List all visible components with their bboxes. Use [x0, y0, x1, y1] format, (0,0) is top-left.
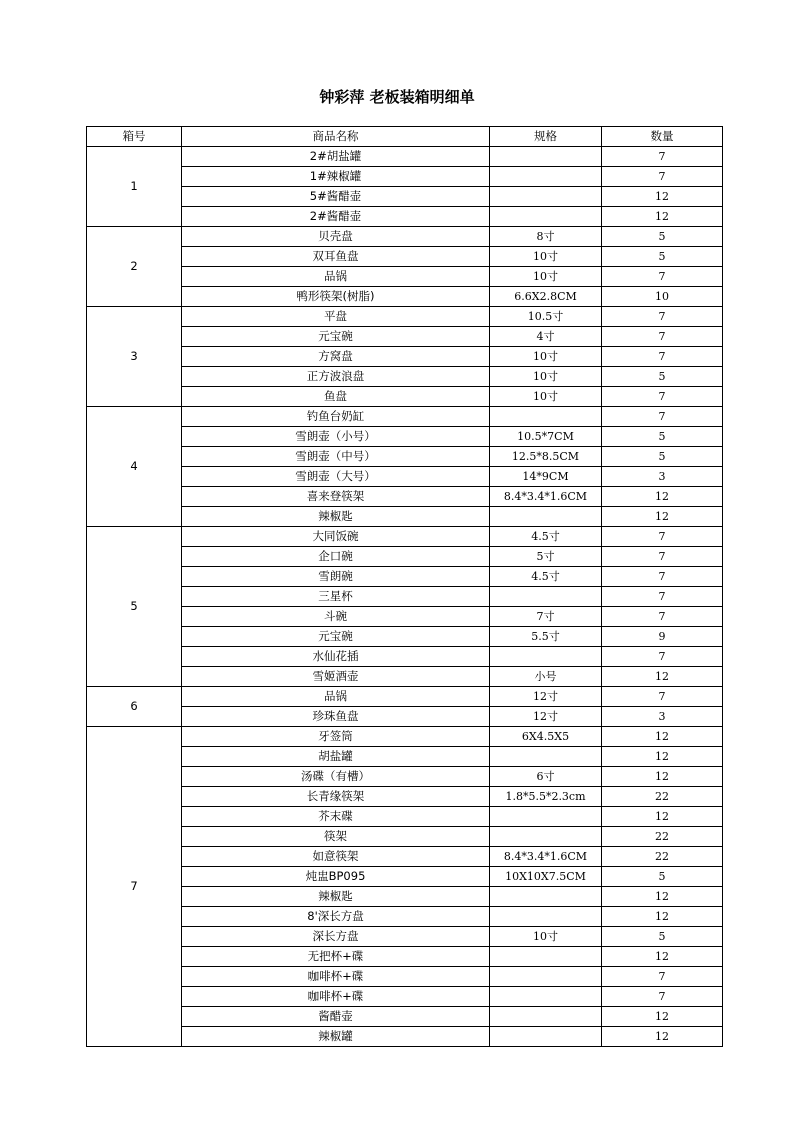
table-row	[87, 427, 723, 447]
table-row	[87, 787, 723, 807]
table-row	[87, 887, 723, 907]
quantity-cell: 22	[602, 787, 723, 807]
product-name-cell: 珍珠鱼盘	[182, 707, 490, 727]
spec-cell	[490, 587, 602, 607]
quantity-cell: 12	[602, 207, 723, 227]
spec-cell	[490, 887, 602, 907]
quantity-cell: 7	[602, 527, 723, 547]
table-row	[87, 847, 723, 867]
table-row	[87, 487, 723, 507]
product-name-cell: 牙签筒	[182, 727, 490, 747]
header-row	[87, 127, 723, 147]
box-number-cell: 2	[87, 227, 182, 307]
product-name-cell: 汤碟（有槽）	[182, 767, 490, 787]
spec-cell: 10.5寸	[490, 307, 602, 327]
product-name-cell: 筷架	[182, 827, 490, 847]
table-row	[87, 167, 723, 187]
quantity-cell: 3	[602, 467, 723, 487]
header-product-name: 商品名称	[182, 127, 490, 147]
product-name-cell: 深长方盘	[182, 927, 490, 947]
table-row	[87, 827, 723, 847]
spec-cell	[490, 747, 602, 767]
table-body	[87, 147, 723, 1047]
spec-cell: 10寸	[490, 347, 602, 367]
quantity-cell: 12	[602, 887, 723, 907]
product-name-cell: 胡盐罐	[182, 747, 490, 767]
quantity-cell: 12	[602, 187, 723, 207]
table-row	[87, 367, 723, 387]
table-row	[87, 387, 723, 407]
spec-cell	[490, 987, 602, 1007]
quantity-cell: 7	[602, 567, 723, 587]
table-row	[87, 947, 723, 967]
quantity-cell: 7	[602, 607, 723, 627]
product-name-cell: 方窝盘	[182, 347, 490, 367]
table-row	[87, 187, 723, 207]
table-row	[87, 687, 723, 707]
product-name-cell: 雪朗碗	[182, 567, 490, 587]
product-name-cell: 辣椒罐	[182, 1027, 490, 1047]
header-spec: 规格	[490, 127, 602, 147]
spec-cell: 10寸	[490, 267, 602, 287]
product-name-cell: 雪朗壶（小号）	[182, 427, 490, 447]
table-row	[87, 987, 723, 1007]
spec-cell: 12.5*8.5CM	[490, 447, 602, 467]
quantity-cell: 12	[602, 807, 723, 827]
quantity-cell: 7	[602, 967, 723, 987]
product-name-cell: 雪朗壶（中号）	[182, 447, 490, 467]
table-row	[87, 347, 723, 367]
spec-cell	[490, 827, 602, 847]
box-number-cell: 4	[87, 407, 182, 527]
quantity-cell: 7	[602, 387, 723, 407]
quantity-cell: 22	[602, 827, 723, 847]
table-row	[87, 527, 723, 547]
product-name-cell: 正方波浪盘	[182, 367, 490, 387]
spec-cell	[490, 207, 602, 227]
product-name-cell: 炖盅BP095	[182, 867, 490, 887]
spec-cell: 14*9CM	[490, 467, 602, 487]
quantity-cell: 12	[602, 507, 723, 527]
product-name-cell: 5#酱醋壶	[182, 187, 490, 207]
product-name-cell: 长青缘筷架	[182, 787, 490, 807]
spec-cell: 4寸	[490, 327, 602, 347]
table-row	[87, 647, 723, 667]
quantity-cell: 12	[602, 727, 723, 747]
quantity-cell: 10	[602, 287, 723, 307]
spec-cell: 8寸	[490, 227, 602, 247]
quantity-cell: 12	[602, 1027, 723, 1047]
table-row	[87, 1007, 723, 1027]
spec-cell: 10寸	[490, 387, 602, 407]
box-number-cell: 7	[87, 727, 182, 1047]
table-row	[87, 547, 723, 567]
table-row	[87, 707, 723, 727]
product-name-cell: 鸭形筷架(树脂)	[182, 287, 490, 307]
table-row	[87, 727, 723, 747]
table-row	[87, 447, 723, 467]
product-name-cell: 喜来登筷架	[182, 487, 490, 507]
product-name-cell: 芥末碟	[182, 807, 490, 827]
quantity-cell: 7	[602, 167, 723, 187]
quantity-cell: 12	[602, 907, 723, 927]
table-row	[87, 207, 723, 227]
spec-cell	[490, 907, 602, 927]
quantity-cell: 12	[602, 947, 723, 967]
product-name-cell: 2#酱醋壶	[182, 207, 490, 227]
quantity-cell: 7	[602, 307, 723, 327]
spec-cell: 12寸	[490, 707, 602, 727]
spec-cell: 10寸	[490, 927, 602, 947]
table-row	[87, 587, 723, 607]
quantity-cell: 7	[602, 327, 723, 347]
table-row	[87, 247, 723, 267]
box-number-cell: 5	[87, 527, 182, 687]
table-row	[87, 867, 723, 887]
product-name-cell: 斗碗	[182, 607, 490, 627]
spec-cell	[490, 967, 602, 987]
table-row	[87, 287, 723, 307]
table-row	[87, 507, 723, 527]
product-name-cell: 双耳鱼盘	[182, 247, 490, 267]
table-row	[87, 407, 723, 427]
spec-cell: 10.5*7CM	[490, 427, 602, 447]
quantity-cell: 7	[602, 547, 723, 567]
product-name-cell: 平盘	[182, 307, 490, 327]
product-name-cell: 1#辣椒罐	[182, 167, 490, 187]
product-name-cell: 品锅	[182, 687, 490, 707]
quantity-cell: 9	[602, 627, 723, 647]
product-name-cell: 辣椒匙	[182, 507, 490, 527]
product-name-cell: 雪姬酒壶	[182, 667, 490, 687]
spec-cell: 4.5寸	[490, 567, 602, 587]
quantity-cell: 5	[602, 247, 723, 267]
table-row	[87, 147, 723, 167]
spec-cell: 1.8*5.5*2.3cm	[490, 787, 602, 807]
product-name-cell: 元宝碗	[182, 627, 490, 647]
packing-list-table	[86, 126, 723, 1047]
table-row	[87, 307, 723, 327]
spec-cell: 6寸	[490, 767, 602, 787]
spec-cell	[490, 1007, 602, 1027]
box-number-cell: 6	[87, 687, 182, 727]
table-row	[87, 747, 723, 767]
spec-cell	[490, 507, 602, 527]
table-row	[87, 927, 723, 947]
spec-cell	[490, 1027, 602, 1047]
quantity-cell: 7	[602, 647, 723, 667]
quantity-cell: 5	[602, 367, 723, 387]
quantity-cell: 12	[602, 667, 723, 687]
box-number-cell: 1	[87, 147, 182, 227]
product-name-cell: 无把杯+碟	[182, 947, 490, 967]
spec-cell: 10寸	[490, 247, 602, 267]
spec-cell: 小号	[490, 667, 602, 687]
quantity-cell: 7	[602, 687, 723, 707]
table-row	[87, 267, 723, 287]
spec-cell: 6X4.5X5	[490, 727, 602, 747]
table-row	[87, 907, 723, 927]
product-name-cell: 8'深长方盘	[182, 907, 490, 927]
product-name-cell: 品锅	[182, 267, 490, 287]
quantity-cell: 12	[602, 747, 723, 767]
spec-cell: 10寸	[490, 367, 602, 387]
spec-cell: 10X10X7.5CM	[490, 867, 602, 887]
quantity-cell: 7	[602, 987, 723, 1007]
header-box-number: 箱号	[87, 127, 182, 147]
product-name-cell: 企口碗	[182, 547, 490, 567]
box-number-cell: 3	[87, 307, 182, 407]
quantity-cell: 5	[602, 867, 723, 887]
quantity-cell: 12	[602, 767, 723, 787]
quantity-cell: 7	[602, 587, 723, 607]
table-row	[87, 607, 723, 627]
quantity-cell: 7	[602, 267, 723, 287]
quantity-cell: 5	[602, 427, 723, 447]
product-name-cell: 鱼盘	[182, 387, 490, 407]
table-row	[87, 327, 723, 347]
product-name-cell: 水仙花插	[182, 647, 490, 667]
product-name-cell: 元宝碗	[182, 327, 490, 347]
spec-cell: 8.4*3.4*1.6CM	[490, 487, 602, 507]
spec-cell: 7寸	[490, 607, 602, 627]
product-name-cell: 三星杯	[182, 587, 490, 607]
spec-cell	[490, 807, 602, 827]
table-row	[87, 767, 723, 787]
header-quantity: 数量	[602, 127, 723, 147]
product-name-cell: 辣椒匙	[182, 887, 490, 907]
spec-cell	[490, 147, 602, 167]
quantity-cell: 12	[602, 1007, 723, 1027]
table-row	[87, 627, 723, 647]
quantity-cell: 5	[602, 927, 723, 947]
spec-cell: 5.5寸	[490, 627, 602, 647]
quantity-cell: 7	[602, 407, 723, 427]
product-name-cell: 酱醋壶	[182, 1007, 490, 1027]
quantity-cell: 7	[602, 347, 723, 367]
table-row	[87, 807, 723, 827]
product-name-cell: 贝壳盘	[182, 227, 490, 247]
product-name-cell: 咖啡杯+碟	[182, 987, 490, 1007]
spec-cell: 4.5寸	[490, 527, 602, 547]
table-row	[87, 1027, 723, 1047]
product-name-cell: 雪朗壶（大号）	[182, 467, 490, 487]
table-row	[87, 667, 723, 687]
spec-cell: 12寸	[490, 687, 602, 707]
quantity-cell: 5	[602, 447, 723, 467]
spec-cell	[490, 167, 602, 187]
spec-cell	[490, 947, 602, 967]
quantity-cell: 12	[602, 487, 723, 507]
table-row	[87, 567, 723, 587]
table-row	[87, 227, 723, 247]
quantity-cell: 3	[602, 707, 723, 727]
spec-cell	[490, 647, 602, 667]
spec-cell	[490, 407, 602, 427]
product-name-cell: 咖啡杯+碟	[182, 967, 490, 987]
spec-cell	[490, 187, 602, 207]
product-name-cell: 大同饭碗	[182, 527, 490, 547]
spec-cell: 8.4*3.4*1.6CM	[490, 847, 602, 867]
quantity-cell: 7	[602, 147, 723, 167]
table-row	[87, 967, 723, 987]
page-title: 钟彩萍 老板装箱明细单	[319, 88, 475, 106]
table-row	[87, 467, 723, 487]
quantity-cell: 5	[602, 227, 723, 247]
product-name-cell: 钓鱼台奶缸	[182, 407, 490, 427]
spec-cell: 6.6X2.8CM	[490, 287, 602, 307]
quantity-cell: 22	[602, 847, 723, 867]
product-name-cell: 2#胡盐罐	[182, 147, 490, 167]
spec-cell: 5寸	[490, 547, 602, 567]
product-name-cell: 如意筷架	[182, 847, 490, 867]
